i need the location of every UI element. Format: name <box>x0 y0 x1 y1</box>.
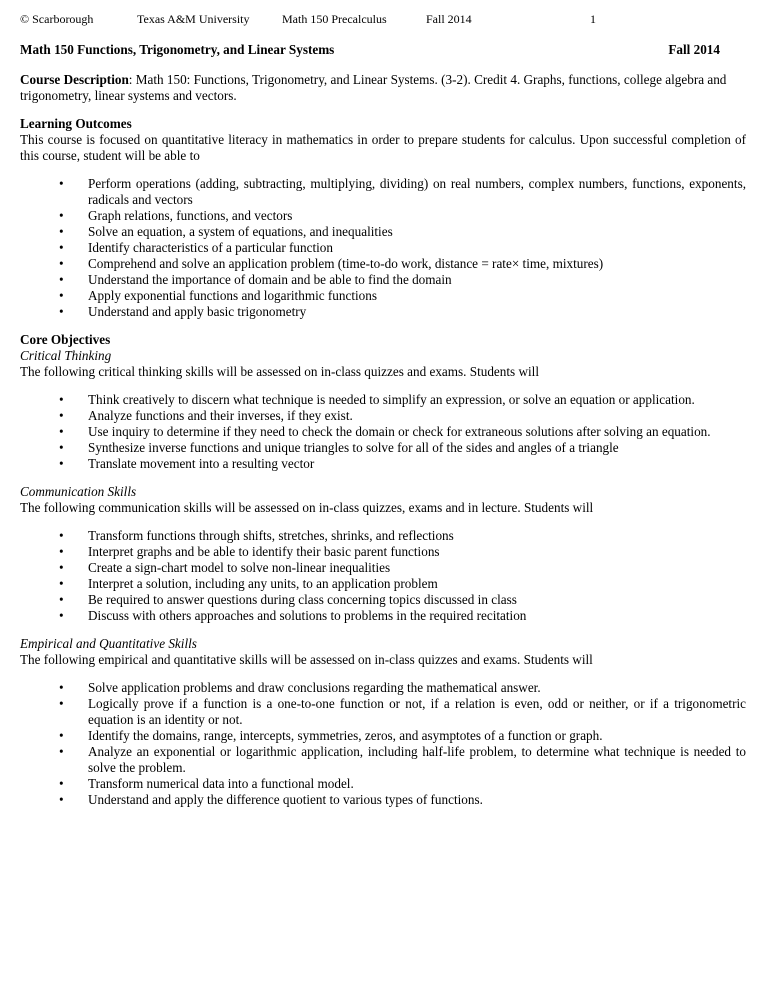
bullet-icon: • <box>59 176 64 191</box>
list-item: • Be required to answer questions during class concerning topics discussed in class <box>59 592 517 607</box>
bullet-icon: • <box>59 224 64 239</box>
communication-heading: Communication Skills <box>20 484 137 499</box>
document-body <box>20 42 746 808</box>
list-item: • Think creatively to discern what technique is needed to simplify an expression, or solve an equation or application. <box>59 392 695 407</box>
critical-thinking-heading: Critical Thinking <box>20 348 112 363</box>
bullet-icon: • <box>59 288 64 303</box>
learning-outcomes-intro: This course is focused on quantitative literacy in mathematics in order to prepare students for calculus. Upon successful completion of this course, student will be able to <box>20 132 746 163</box>
course-description-label: Course Description <box>20 72 129 87</box>
bullet-icon: • <box>59 440 64 455</box>
bullet-icon: • <box>59 272 64 287</box>
title-term: Fall 2014 <box>668 42 720 57</box>
list-item: • Translate movement into a resulting vector <box>59 456 315 471</box>
header-course: Math 150 Precalculus <box>282 12 387 26</box>
header-page-number: 1 <box>590 12 596 26</box>
communication-intro: The following communication skills will be assessed on in-class quizzes, exams and in lecture. Students will <box>20 500 594 515</box>
list-item: • Perform operations (adding, subtracting, multiplying, dividing) on real numbers, complex numbers, functions, exponents, radicals and vectors <box>59 176 746 207</box>
list-item: • Synthesize inverse functions and unique triangles to solve for all of the sides and angles of a triangle <box>59 440 619 455</box>
bullet-icon: • <box>59 456 64 471</box>
bullet-icon: • <box>59 608 64 623</box>
list-item: • Create a sign-chart model to solve non-linear inequalities <box>59 560 391 575</box>
course-description-text: : Math 150: Functions, Trigonometry, and Linear Systems. (3-2). Credit 4. Graphs, functions, college algebra and trigonometry, linear systems and vectors. <box>20 72 727 103</box>
bullet-icon: • <box>59 424 64 439</box>
core-objectives-section <box>20 332 746 808</box>
bullet-icon: • <box>59 680 64 695</box>
list-item: • Solve an equation, a system of equations, and inequalities <box>59 224 393 239</box>
critical-thinking-intro: The following critical thinking skills will be assessed on in-class quizzes and exams. Students will <box>20 364 539 379</box>
bullet-icon: • <box>59 560 64 575</box>
list-item: • Transform functions through shifts, stretches, shrinks, and reflections <box>59 528 454 543</box>
bullet-icon: • <box>59 392 64 407</box>
document-title <box>20 42 746 60</box>
bullet-icon: • <box>59 304 64 319</box>
empirical-heading: Empirical and Quantitative Skills <box>20 636 197 651</box>
learning-outcomes-section <box>20 116 746 320</box>
list-item: • Understand and apply the difference quotient to various types of functions. <box>59 792 483 807</box>
bullet-icon: • <box>59 696 64 711</box>
list-item: • Solve application problems and draw conclusions regarding the mathematical answer. <box>59 680 541 695</box>
running-header <box>20 12 748 28</box>
bullet-icon: • <box>59 792 64 807</box>
bullet-icon: • <box>59 728 64 743</box>
list-item: • Understand and apply basic trigonometry <box>59 304 307 319</box>
bullet-icon: • <box>59 528 64 543</box>
header-term: Fall 2014 <box>426 12 472 26</box>
list-item: • Understand the importance of domain and be able to find the domain <box>59 272 452 287</box>
list-item: • Graph relations, functions, and vectors <box>59 208 293 223</box>
bullet-icon: • <box>59 544 64 559</box>
list-item: • Comprehend and solve an application problem (time-to-do work, distance = rate× time, mixtures) <box>59 256 604 271</box>
list-item: • Identify the domains, range, intercepts, symmetries, zeros, and asymptotes of a function or graph. <box>59 728 603 743</box>
bullet-icon: • <box>59 592 64 607</box>
course-description <box>20 72 746 104</box>
list-item: • Transform numerical data into a functional model. <box>59 776 354 791</box>
list-item: • Apply exponential functions and logarithmic functions <box>59 288 377 303</box>
list-item: • Interpret a solution, including any units, to an application problem <box>59 576 438 591</box>
bullet-icon: • <box>59 408 64 423</box>
core-objectives-heading: Core Objectives <box>20 332 111 347</box>
learning-outcomes-heading: Learning Outcomes <box>20 116 132 131</box>
list-item: • Interpret graphs and be able to identify their basic parent functions <box>59 544 440 559</box>
critical-thinking-list <box>20 392 746 472</box>
bullet-icon: • <box>59 208 64 223</box>
list-item: • Use inquiry to determine if they need to check the domain or check for extraneous solutions after solving an equation. <box>59 424 711 439</box>
list-item: • Analyze functions and their inverses, if they exist. <box>59 408 353 423</box>
learning-outcomes-list <box>20 176 746 320</box>
header-author: © Scarborough <box>20 12 94 26</box>
bullet-icon: • <box>59 576 64 591</box>
bullet-icon: • <box>59 744 64 759</box>
empirical-intro: The following empirical and quantitative skills will be assessed on in-class quizzes and exams. Students will <box>20 652 593 667</box>
title-text: Math 150 Functions, Trigonometry, and Linear Systems <box>20 42 335 57</box>
bullet-icon: • <box>59 240 64 255</box>
header-university: Texas A&M University <box>137 12 250 26</box>
list-item: • Discuss with others approaches and solutions to problems in the required recitation <box>59 608 527 623</box>
communication-list <box>20 528 746 624</box>
bullet-icon: • <box>59 776 64 791</box>
bullet-icon: • <box>59 256 64 271</box>
list-item: • Logically prove if a function is a one-to-one function or not, if a relation is even, odd or neither, or if a trigonometric equation is an identity or not. <box>59 696 746 727</box>
list-item: • Analyze an exponential or logarithmic application, including half-life problem, to determine what technique is needed to solve the problem. <box>59 744 746 775</box>
list-item: • Identify characteristics of a particular function <box>59 240 333 255</box>
empirical-list <box>20 680 746 808</box>
